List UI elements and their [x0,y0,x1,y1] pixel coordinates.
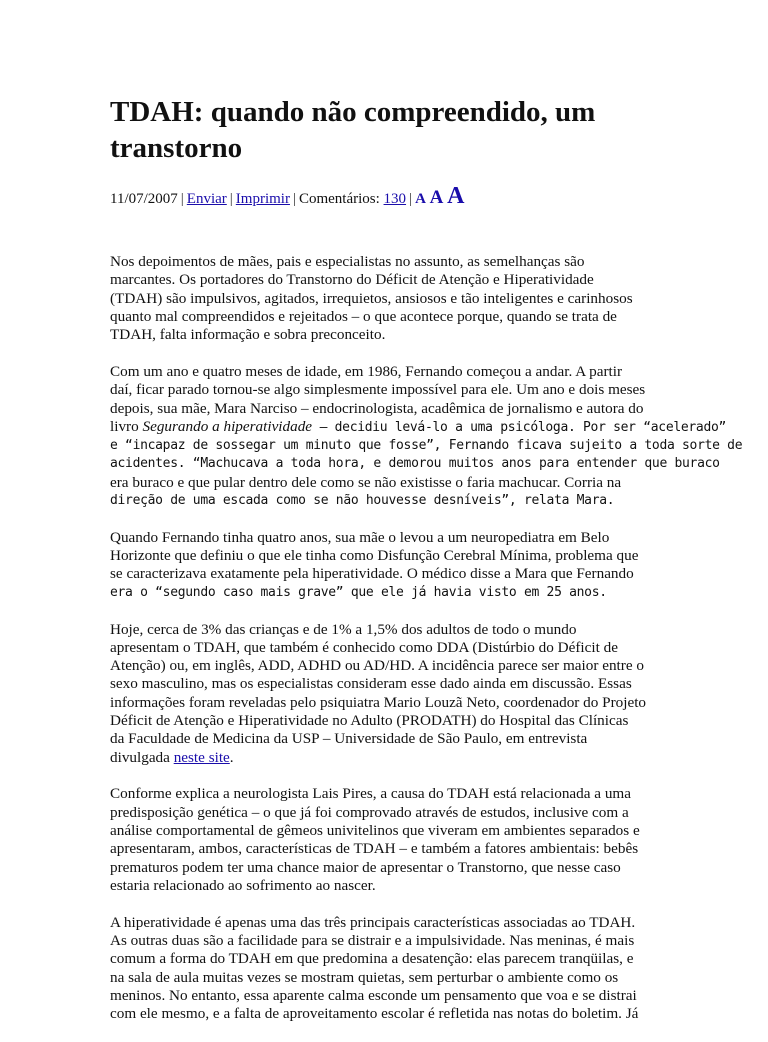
separator: | [229,191,233,207]
comments-count-link[interactable]: 130 [383,191,407,207]
send-link[interactable]: Enviar [186,191,227,207]
print-link[interactable]: Imprimir [235,191,290,207]
font-size-medium-button[interactable]: A [429,187,444,208]
font-size-large-button[interactable]: A [447,183,465,209]
paragraph-5: Conforme explica a neurologista Lais Pires, a causa do TDAH está relacionada a uma predisposição genética – o que já foi comprovado através de estudos, inclusive com a análise comportamental de gêmeos univitelinos que viveram em ambientes separados e apresentaram, ambos, características de TDAH – e também a fatores ambientais: bebês prematuros podem ter uma chance maior de apresentar o Transtorno, que nesse caso estaria relacionado ao sofrimento ao nascer. [110,785,640,894]
paragraph-1: Nos depoimentos de mães, pais e especialistas no assunto, as semelhanças são marcantes. Os portadores do Transtorno do Déficit de Atenção e Hiperatividade (TDAH) são impulsivos, agitados, irrequietos, ansiosos e tão inteligentes e carinhosos quanto mal compreendidos e rejeitados – o que acontece porque, quando se trata de TDAH, falta informação e sobra preconceito. [110,253,633,344]
book-title: Segurando a hiperatividade [142,417,313,435]
paragraph-3: Quando Fernando tinha quatro anos, sua mãe o levou a um neuropediatra em Belo Horizonte que definiu o que ele tinha como Disfunção Cerebral Mínima, problema que se caracterizava exatamente pela hiperatividade. O médico disse a Mara que Fernando era o “segundo caso mais grave” que ele já havia visto em 25 anos. [110,528,639,600]
article-date: 11/07/2007 [110,191,178,207]
paragraph-2: Com um ano e quatro meses de idade, em 1986, Fernando começou a andar. A partir daí, ficar parado tornou-se algo simplesmente impossível para ele. Um ano e dois meses depois, sua mãe, Mara Narciso – endocrinologista, acadêmica de jornalismo e autora do livro Segurando a hiperatividade – decidiu levá-lo a uma psicóloga. Por ser “acelerado” e “incapaz de sossegar um minuto que fosse”, Fernando ficava sujeito a toda sorte de acidentes. “Machucava a toda hora, e demorou muitos anos para entender que buraco era buraco e que pular dentro dele como se não existisse o faria machucar. Corria na direção de uma escada como se não houvesse desníveis”, relata Mara. [110,362,743,509]
separator: | [292,191,296,207]
article-title: TDAH: quando não compreendido, um transtorno [110,96,596,164]
separator: | [409,191,413,207]
separator: | [180,191,184,207]
comments-label: Comentários: [298,191,380,207]
this-site-link[interactable]: neste site [173,748,230,766]
font-size-small-button[interactable]: A [415,191,426,207]
article-meta [110,183,658,209]
article [110,94,743,1042]
paragraph-6: A hiperatividade é apenas uma das três principais características associadas ao TDAH. As outras duas são a facilidade para se distrair e a impulsividade. Nas meninas, é mais comum a forma do TDAH em que predomina a desatenção: elas parecem tranqüilas, e na sala de aula muitas vezes se mostram quietas, sem perturbar o ambiente como os meninos. No entanto, essa aparente calma esconde um pensamento que voa e se distrai com ele mesmo, e a falta de aproveitamento escolar é refletida nas notas do boletim. Já [110,913,639,1023]
paragraph-4: Hoje, cerca de 3% das crianças e de 1% a 1,5% dos adultos de todo o mundo apresentam o TDAH, que também é conhecido como DDA (Distúrbio do Déficit de Atenção) ou, em inglês, ADD, ADHD ou AD/HD. A incidência parece ser maior entre o sexo masculino, mas os especialistas consideram esse dado ainda em discussão. Essas informações foram reveladas pelo psiquiatra Mario Louzã Neto, coordenador do Projeto Déficit de Atenção e Hiperatividade no Adulto (PRODATH) do Hospital das Clínicas da Faculdade de Medicina da USP – Universidade de São Paulo, em entrevista divulgada neste site. [110,620,647,766]
